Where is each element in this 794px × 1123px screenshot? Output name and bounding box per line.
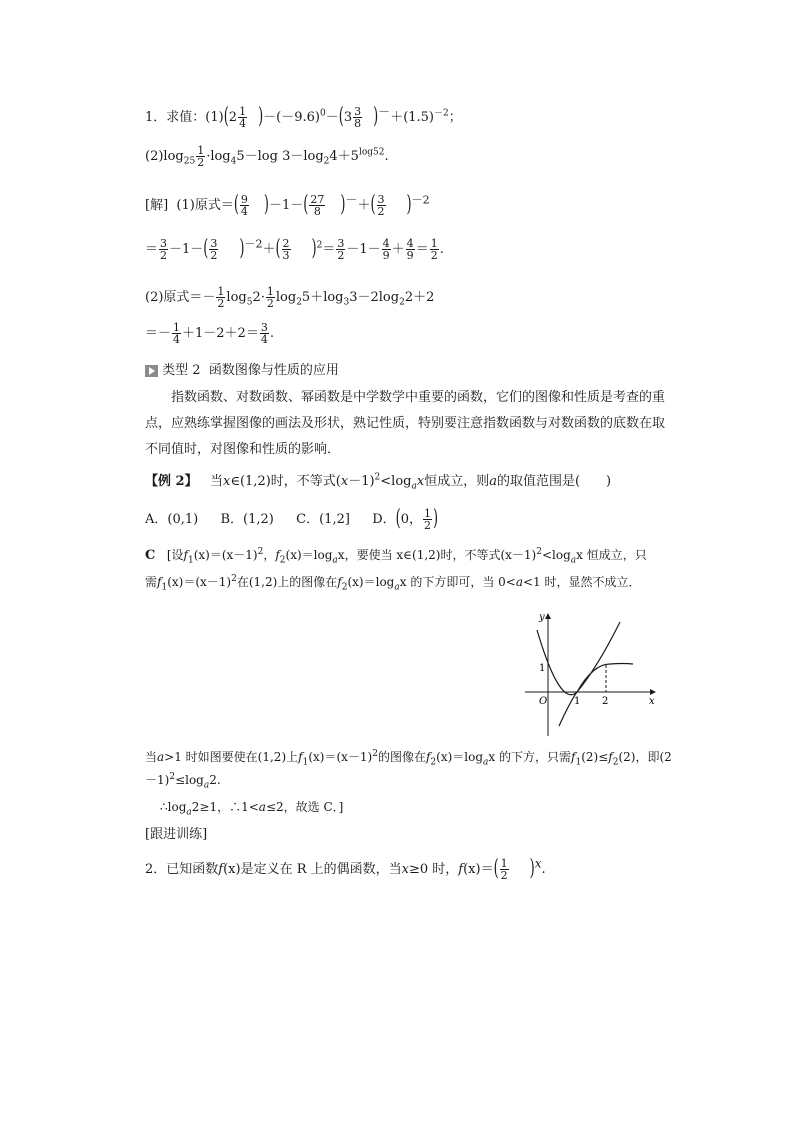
practice-label: [跟进训练] bbox=[145, 827, 208, 842]
option-a: A．(0,1) bbox=[145, 512, 199, 527]
option-b: B．(1,2) bbox=[220, 512, 274, 527]
practice-question2: 2．已知函数f(x)是定义在 R 上的偶函数，当x≥0 时，f(x)＝( $\frac{1}{2}$ )$^x$. bbox=[145, 855, 546, 882]
problem1-line1: 1．求值：(1)(2 $\frac{1}{4}$ )$-(-9.6)^0-(3$ $\frac{3}{8}$ )$^-+(1.5)^{-2}$； bbox=[145, 103, 462, 130]
y-tick-one: 1 bbox=[539, 663, 546, 674]
solution1-line3: (2)原式＝－ $\frac{1}{2}$ $\log_52\cdot$ $\frac{1}{2}$ $\log_25+\log_33-2\log_22+2$ bbox=[145, 285, 435, 310]
answer2-line4: $-1)^2\le\log_a2$. bbox=[145, 772, 221, 791]
option-c: C．(1,2] bbox=[296, 512, 350, 527]
option-d: D． bbox=[372, 512, 396, 527]
fraction: $\frac{1}{4}$ bbox=[239, 105, 247, 130]
x-tick-two: 2 bbox=[602, 696, 609, 707]
problem1-line2: $(2)\log_{25}$ $\frac{1}{2}$ $\cdot\log_45-\log$ $3-\log_24+5^{log52}$. bbox=[145, 144, 389, 169]
y-axis-label: y bbox=[539, 612, 545, 623]
solution1-line1: [解] (1)原式＝( $\frac{9}{4}$ )－1－( $\frac{27}{8}$ )－＋( $\frac{3}{2}$ )$^{-2}$ bbox=[145, 191, 430, 218]
play-triangle-icon bbox=[145, 365, 158, 377]
section-header-type2: 类型 2 函数图像与性质的应用 bbox=[145, 361, 339, 381]
example2-options: A．(0,1) B．(1,2) C．(1,2] D．(0， $\frac{1}{2}$ ) bbox=[145, 505, 439, 532]
fraction: $\frac{3}{8}$ bbox=[354, 105, 362, 130]
curve-quadratic bbox=[537, 622, 620, 695]
solution1-line4: ＝－ $\frac{1}{4}$ ＋1－2＋2＝ $\frac{3}{4}$ . bbox=[145, 321, 274, 346]
answer2-line1: C [设$f_1(x)=(x-1)^2$，$f_2(x)=\log_ax$，要使当 x∈(1,2)时，不等式$(x-1)^2<\log_ax$ 恒成立，只 bbox=[145, 547, 647, 566]
fraction: $\frac{1}{2}$ bbox=[197, 144, 205, 169]
fraction: $\frac{27}{8}$ bbox=[310, 193, 325, 218]
fraction: $\frac{9}{4}$ bbox=[240, 193, 248, 218]
function-graph bbox=[515, 608, 665, 738]
fraction: $\frac{3}{2}$ bbox=[377, 193, 385, 218]
x-axis-label: x bbox=[649, 696, 655, 707]
answer2-line2: 需$f_1(x)=(x-1)^2$在(1,2)上的图像在$f_2(x)=\log_ax$ 的下方即可，当 0<a<1 时，显然不成立． bbox=[145, 574, 641, 593]
answer2-line3: 当a>1 时如图要使在(1,2)上$f_1(x)=(x-1)^2$的图像在$f_2(x)=\log_ax$ 的下方，只需$f_1(2)\le f_2(2)$，即(2 bbox=[145, 749, 672, 768]
origin-label: O bbox=[539, 696, 548, 707]
solution1-line2: ＝ $\frac{3}{2}$ －1－( $\frac{3}{2}$ )$^{-2}$＋( $\frac{2}{3}$ )$^2$＝ $\frac{3}{2}$ －1－ $\frac{4}{9}$ ＋ $\frac{4}{9}$ ＝ $\frac{1}{2}$ . bbox=[145, 235, 444, 262]
example2-question: 【例 2】 当x∈(1,2)时，不等式$(x-1)^2<\log_ax$恒成立，则a的取值范围是( ) bbox=[145, 472, 612, 492]
x-tick-one: 1 bbox=[574, 696, 581, 707]
answer2-line5: $\therefore\log_a2\ge 1$，∴1<a≤2，故选 C．] bbox=[160, 800, 344, 818]
intro-paragraph: 指数函数、对数函数、幂函数是中学数学中重要的函数，它们的图像和性质是考查的重点，应熟练掌握图像的画法及形状，熟记性质，特别要注意指数函数与对数函数的底数在取不同值时，对图像和性质的影响． bbox=[145, 390, 666, 457]
